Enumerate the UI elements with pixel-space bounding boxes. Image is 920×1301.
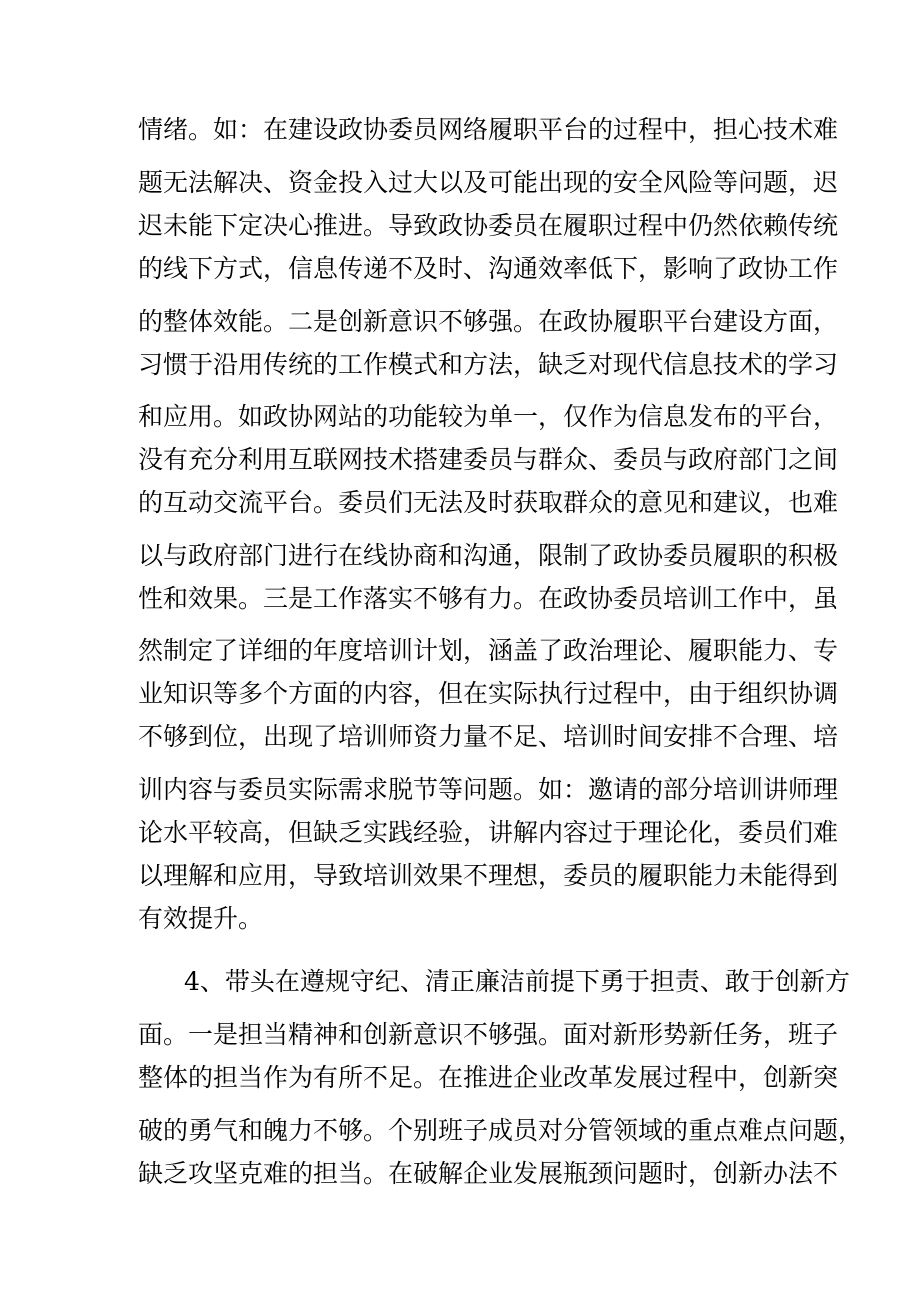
text-line: 和应用。如政协网站的功能较为单一，仅作为信息发布的平台， xyxy=(138,402,839,431)
text-line: 没有充分利用互联网技术搭建委员与群众、委员与政府部门之间 xyxy=(138,445,839,474)
text-line: 破的勇气和魄力不够。个别班子成员对分管领域的重点难点问题， xyxy=(138,1116,864,1145)
text-line: 业知识等多个方面的内容，但在实际执行过程中，由于组织协调 xyxy=(138,679,839,708)
text-line: 然制定了详细的年度培训计划，涵盖了政治理论、履职能力、专 xyxy=(138,636,839,665)
text-line: 缺乏攻坚克难的担当。在破解企业发展瓶颈问题时，创新办法不 xyxy=(138,1159,839,1188)
text-line: 的互动交流平台。委员们无法及时获取群众的意见和建议，也难 xyxy=(138,488,839,517)
text-line: 以理解和应用，导致培训效果不理想，委员的履职能力未能得到 xyxy=(138,861,839,890)
paragraph-first-line: 4、带头在遵规守纪、清正廉洁前提下勇于担责、敢于创新方 xyxy=(184,967,850,996)
text-line: 有效提升。 xyxy=(138,904,264,933)
text-line: 训内容与委员实际需求脱节等问题。如：邀请的部分培训讲师理 xyxy=(138,775,839,804)
text-line: 论水平较高，但缺乏实践经验，讲解内容过于理论化，委员们难 xyxy=(138,818,839,847)
text-line: 整体的担当作为有所不足。在推进企业改革发展过程中，创新突 xyxy=(138,1063,839,1092)
text-line: 迟未能下定决心推进。导致政协委员在履职过程中仍然依赖传统 xyxy=(138,211,839,240)
text-line: 性和效果。三是工作落实不够有力。在政协委员培训工作中，虽 xyxy=(138,584,839,613)
text-line: 面。一是担当精神和创新意识不够强。面对新形势新任务，班子 xyxy=(138,1020,839,1049)
text-line: 不够到位，出现了培训师资力量不足、培训时间安排不合理、培 xyxy=(138,722,839,751)
text-line: 的整体效能。二是创新意识不够强。在政协履职平台建设方面， xyxy=(138,307,839,336)
text-line: 的线下方式，信息传递不及时、沟通效率低下，影响了政协工作 xyxy=(138,254,839,283)
text-line: 以与政府部门进行在线协商和沟通，限制了政协委员履职的积极 xyxy=(138,541,839,570)
text-line: 题无法解决、资金投入过大以及可能出现的安全风险等问题，迟 xyxy=(138,168,839,197)
text-line: 习惯于沿用传统的工作模式和方法，缺乏对现代信息技术的学习 xyxy=(138,350,839,379)
text-line: 情绪。如：在建设政协委员网络履职平台的过程中，担心技术难 xyxy=(138,115,839,144)
